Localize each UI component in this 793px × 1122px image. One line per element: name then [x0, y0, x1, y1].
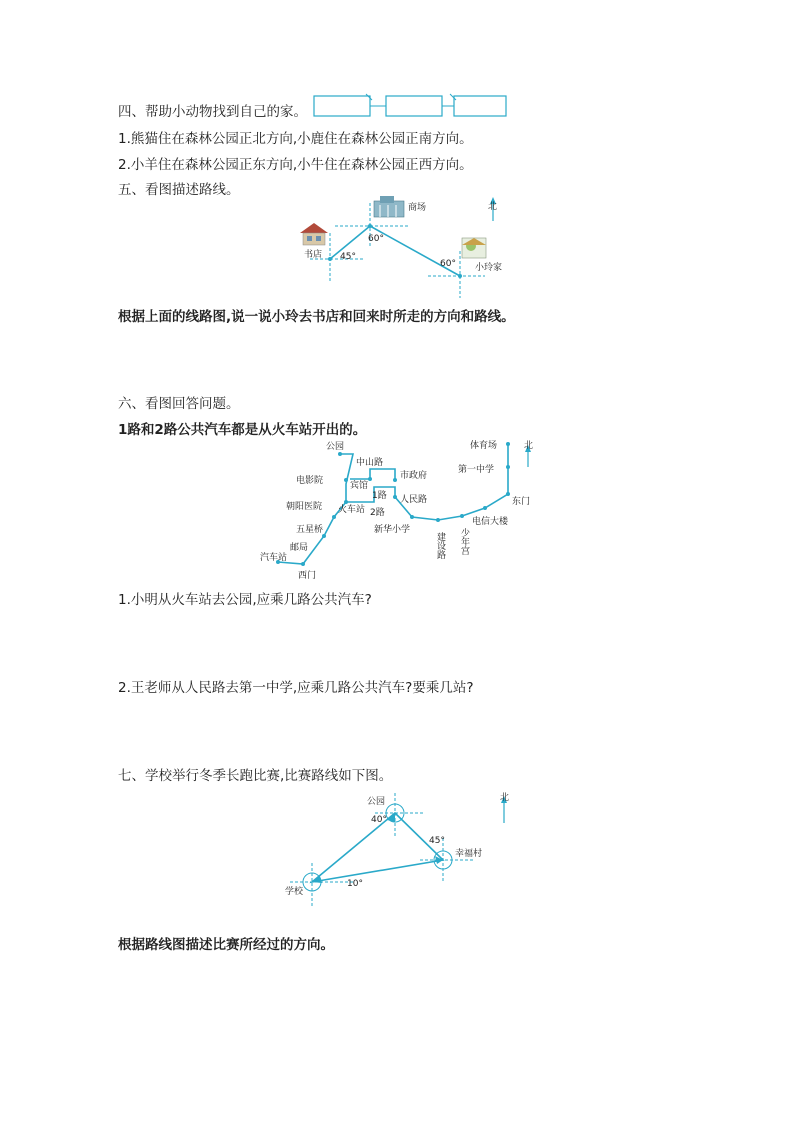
section6-q2: 2.王老师从人民路去第一中学,应乘几路公共汽车?要乘几站?: [118, 680, 474, 696]
race-north-label: 北: [500, 793, 510, 803]
section4-title: 四、帮助小动物找到自己的家。: [118, 104, 307, 120]
bookstore-label: 书店: [304, 250, 323, 260]
stop-jianshe: 建设路: [435, 532, 445, 559]
stop-east-gate: 东门: [512, 497, 531, 507]
label-route2: 2路: [370, 508, 385, 518]
house-boxes: [312, 93, 512, 119]
stop-bus-station: 汽车站: [260, 553, 288, 563]
stop-gov: 市政府: [400, 471, 428, 481]
angle-home: 60°: [440, 259, 456, 269]
mall-icon: [374, 196, 404, 217]
angle-village: 45°: [429, 836, 445, 846]
label-park: 公园: [367, 797, 386, 807]
stop-hotel: 宾馆: [350, 481, 369, 491]
house-box-1: [314, 96, 370, 116]
section4-q2: 2.小羊住在森林公园正东方向,小牛住在森林公园正西方向。: [118, 157, 473, 173]
bookstore-icon: [300, 223, 328, 245]
angle-mall: 60°: [368, 234, 384, 244]
stop-west-gate: 西门: [298, 571, 317, 581]
race-route-map: [275, 788, 525, 908]
section6-intro: 1路和2路公共汽车都是从火车站开出的。: [118, 422, 367, 438]
stop-chaoyang: 朝阳医院: [286, 502, 323, 512]
stop-xinhua: 新华小学: [374, 525, 411, 535]
label-route1: 1路: [372, 491, 387, 501]
section5-question: 根据上面的线路图,说一说小玲去书店和回来时所走的方向和路线。: [118, 309, 515, 325]
section7-title: 七、学校举行冬季长跑比赛,比赛路线如下图。: [118, 768, 393, 784]
stop-renmin: 人民路: [400, 495, 428, 505]
bus-route-map: [250, 432, 550, 582]
stop-telecom: 电信大楼: [472, 517, 509, 527]
stop-wuxing: 五星桥: [296, 525, 324, 535]
stop-park: 公园: [326, 442, 345, 452]
section6-title: 六、看图回答问题。: [118, 396, 240, 412]
angle-bookstore: 45°: [340, 252, 356, 262]
label-village: 幸福村: [455, 849, 483, 859]
stop-stadium: 体育场: [470, 441, 498, 451]
section7-question: 根据路线图描述比赛所经过的方向。: [118, 937, 334, 953]
stop-post: 邮局: [290, 543, 309, 553]
bus-north-label: 北: [524, 441, 534, 451]
stop-no1school: 第一中学: [458, 465, 495, 475]
angle-school: 10°: [347, 879, 363, 889]
section4-q1: 1.熊猫住在森林公园正北方向,小鹿住在森林公园正南方向。: [118, 131, 473, 147]
stop-youth: 少年宫: [459, 528, 469, 555]
bus-route-1: [340, 454, 353, 502]
stop-cinema: 电影院: [296, 476, 324, 486]
home-icon: [462, 238, 486, 258]
mall-label: 商场: [408, 203, 427, 213]
route-map-xiaoling: [290, 193, 520, 303]
section5-title: 五、看图描述路线。: [118, 182, 240, 198]
angle-park: 40°: [371, 815, 387, 825]
house-box-3: [454, 96, 506, 116]
stop-station: 火车站: [338, 505, 366, 515]
house-box-2: [386, 96, 442, 116]
home-label: 小玲家: [475, 263, 503, 273]
label-school: 学校: [285, 887, 304, 897]
north-label: 北: [488, 202, 498, 212]
section6-q1: 1.小明从火车站去公园,应乘几路公共汽车?: [118, 592, 372, 608]
stop-zhongshan: 中山路: [356, 458, 384, 468]
